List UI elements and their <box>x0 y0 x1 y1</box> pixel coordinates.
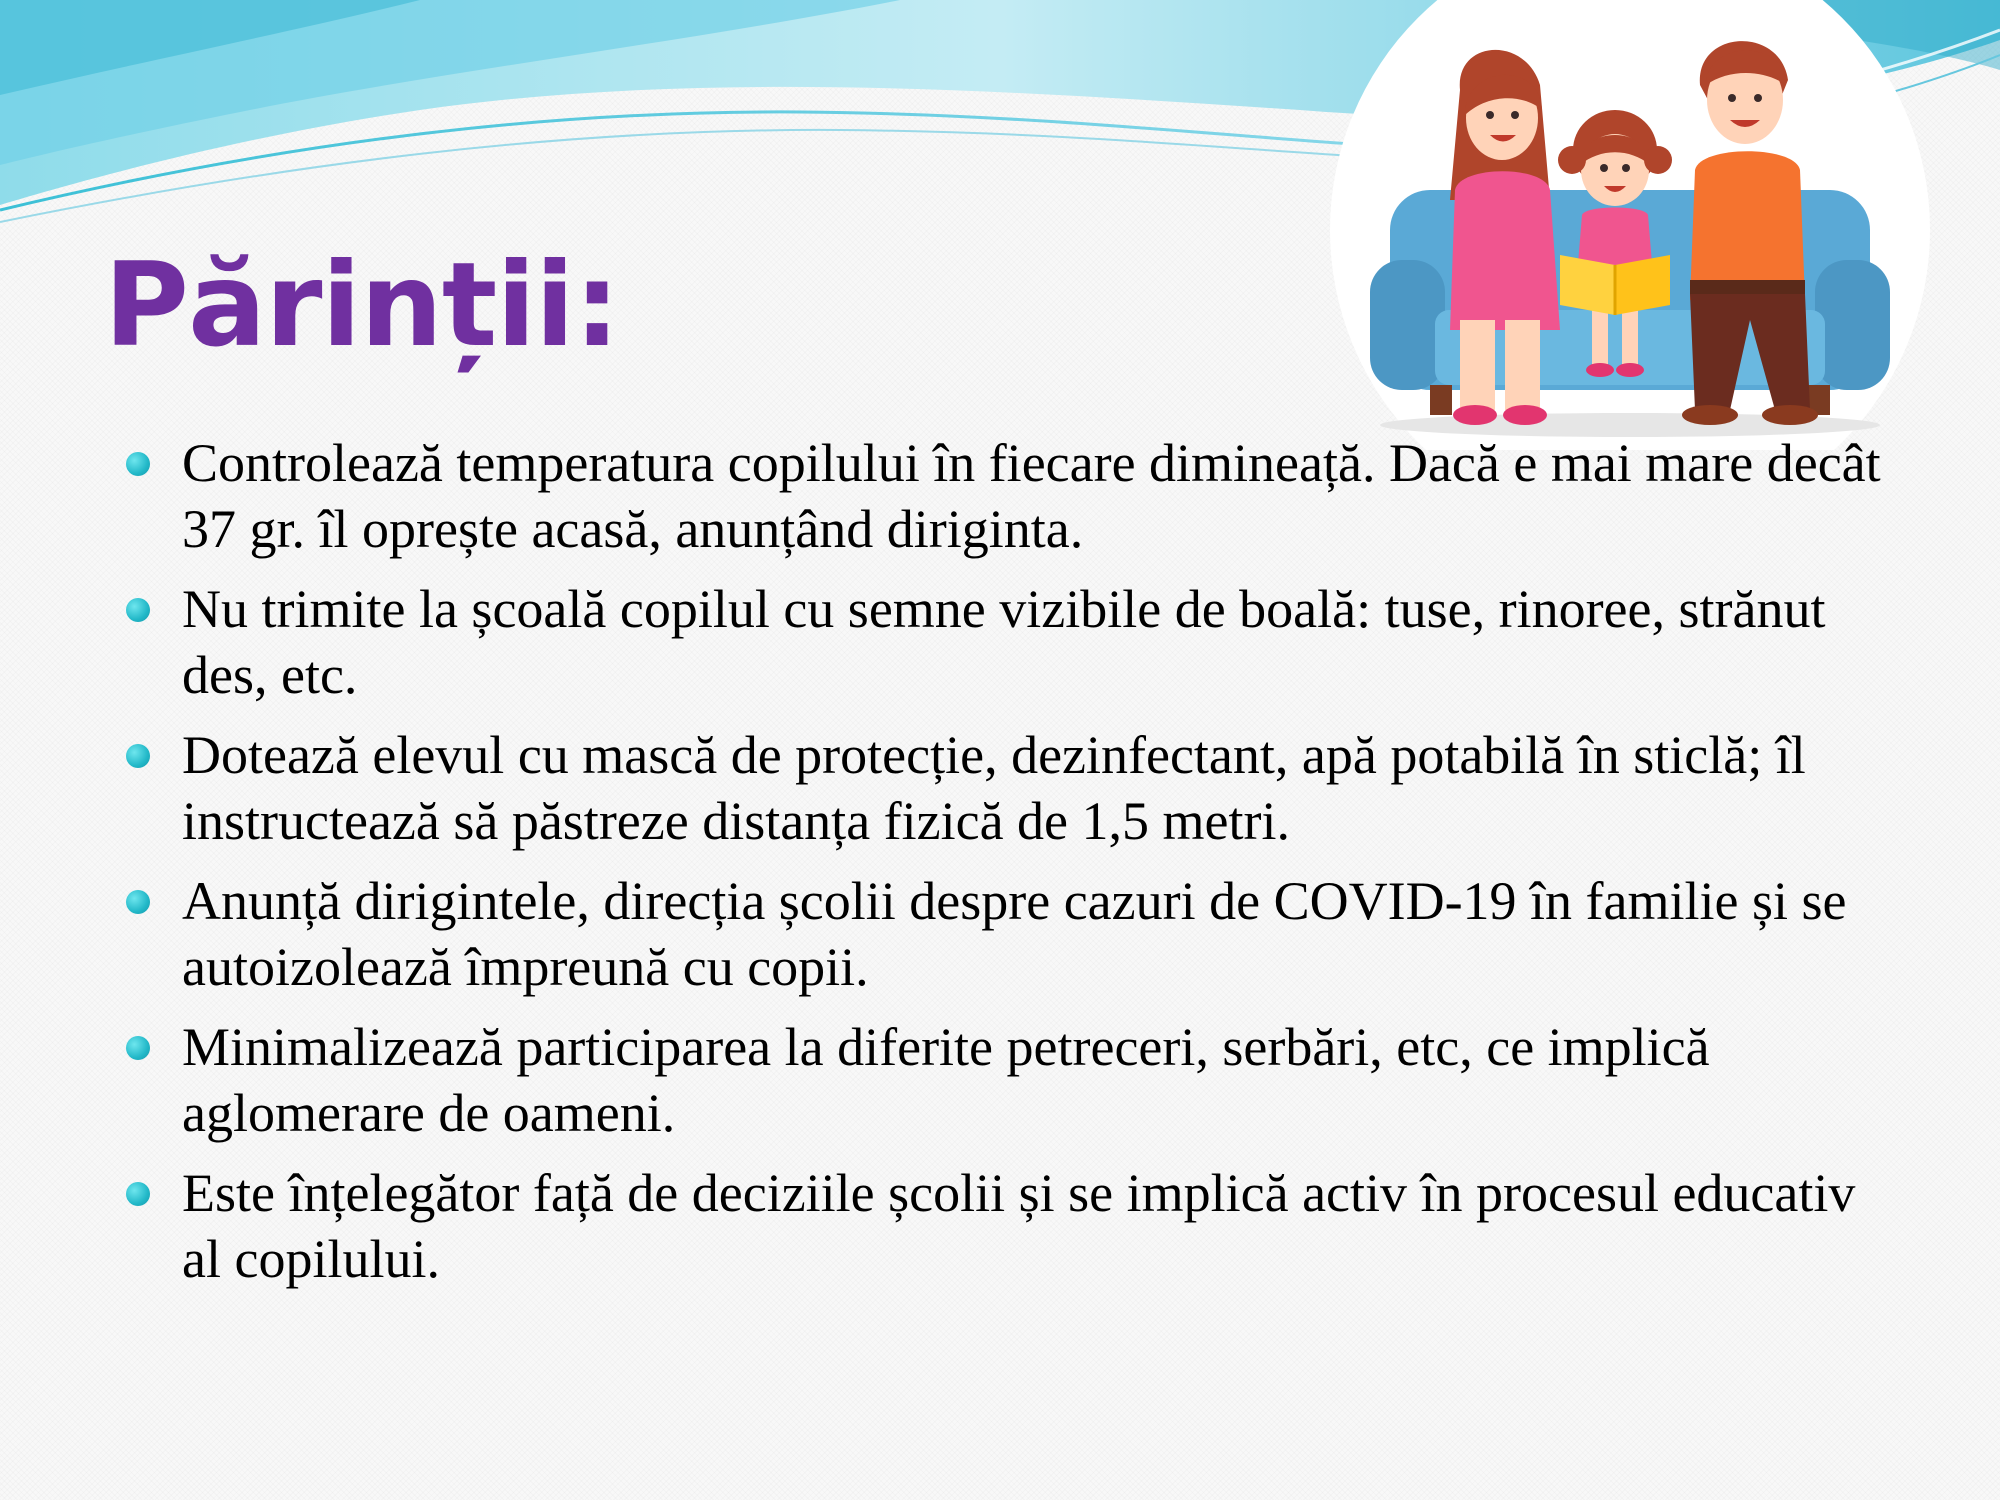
bullet-dot-icon <box>126 452 150 476</box>
bullet-dot-icon <box>126 744 150 768</box>
bullet-item <box>126 1160 1886 1292</box>
slide-title: Părinții: <box>104 238 620 373</box>
bullet-item <box>126 576 1886 708</box>
bullet-text: Este înțelegător față de deciziile școlii și se implică activ în procesul educativ al copilului. <box>182 1163 1856 1289</box>
bullet-dot-icon <box>126 1182 150 1206</box>
bullet-dot-icon <box>126 890 150 914</box>
bullet-dot-icon <box>126 598 150 622</box>
bullet-text: Dotează elevul cu mască de protecție, dezinfectant, apă potabilă în sticlă; îl instructează să păstreze distanța fizică de 1,5 metri. <box>182 725 1806 851</box>
bullet-item <box>126 722 1886 854</box>
bullet-text: Controlează temperatura copilului în fiecare dimineață. Dacă e mai mare decât 37 gr. îl oprește acasă, anunțând diriginta. <box>182 433 1881 559</box>
family-on-sofa-illustration <box>1310 0 1950 450</box>
bullet-item <box>126 430 1886 562</box>
bullet-list <box>126 430 1886 1306</box>
bullet-text: Anunță dirigintele, direcția școlii despre cazuri de COVID-19 în familie și se autoizolează împreună cu copii. <box>182 871 1847 997</box>
bullet-dot-icon <box>126 1036 150 1060</box>
bullet-text: Minimalizează participarea la diferite petreceri, serbări, etc, ce implică aglomerare de oameni. <box>182 1017 1710 1143</box>
bullet-text: Nu trimite la școală copilul cu semne vizibile de boală: tuse, rinoree, strănut des, etc. <box>182 579 1826 705</box>
bullet-item <box>126 1014 1886 1146</box>
bullet-item <box>126 868 1886 1000</box>
